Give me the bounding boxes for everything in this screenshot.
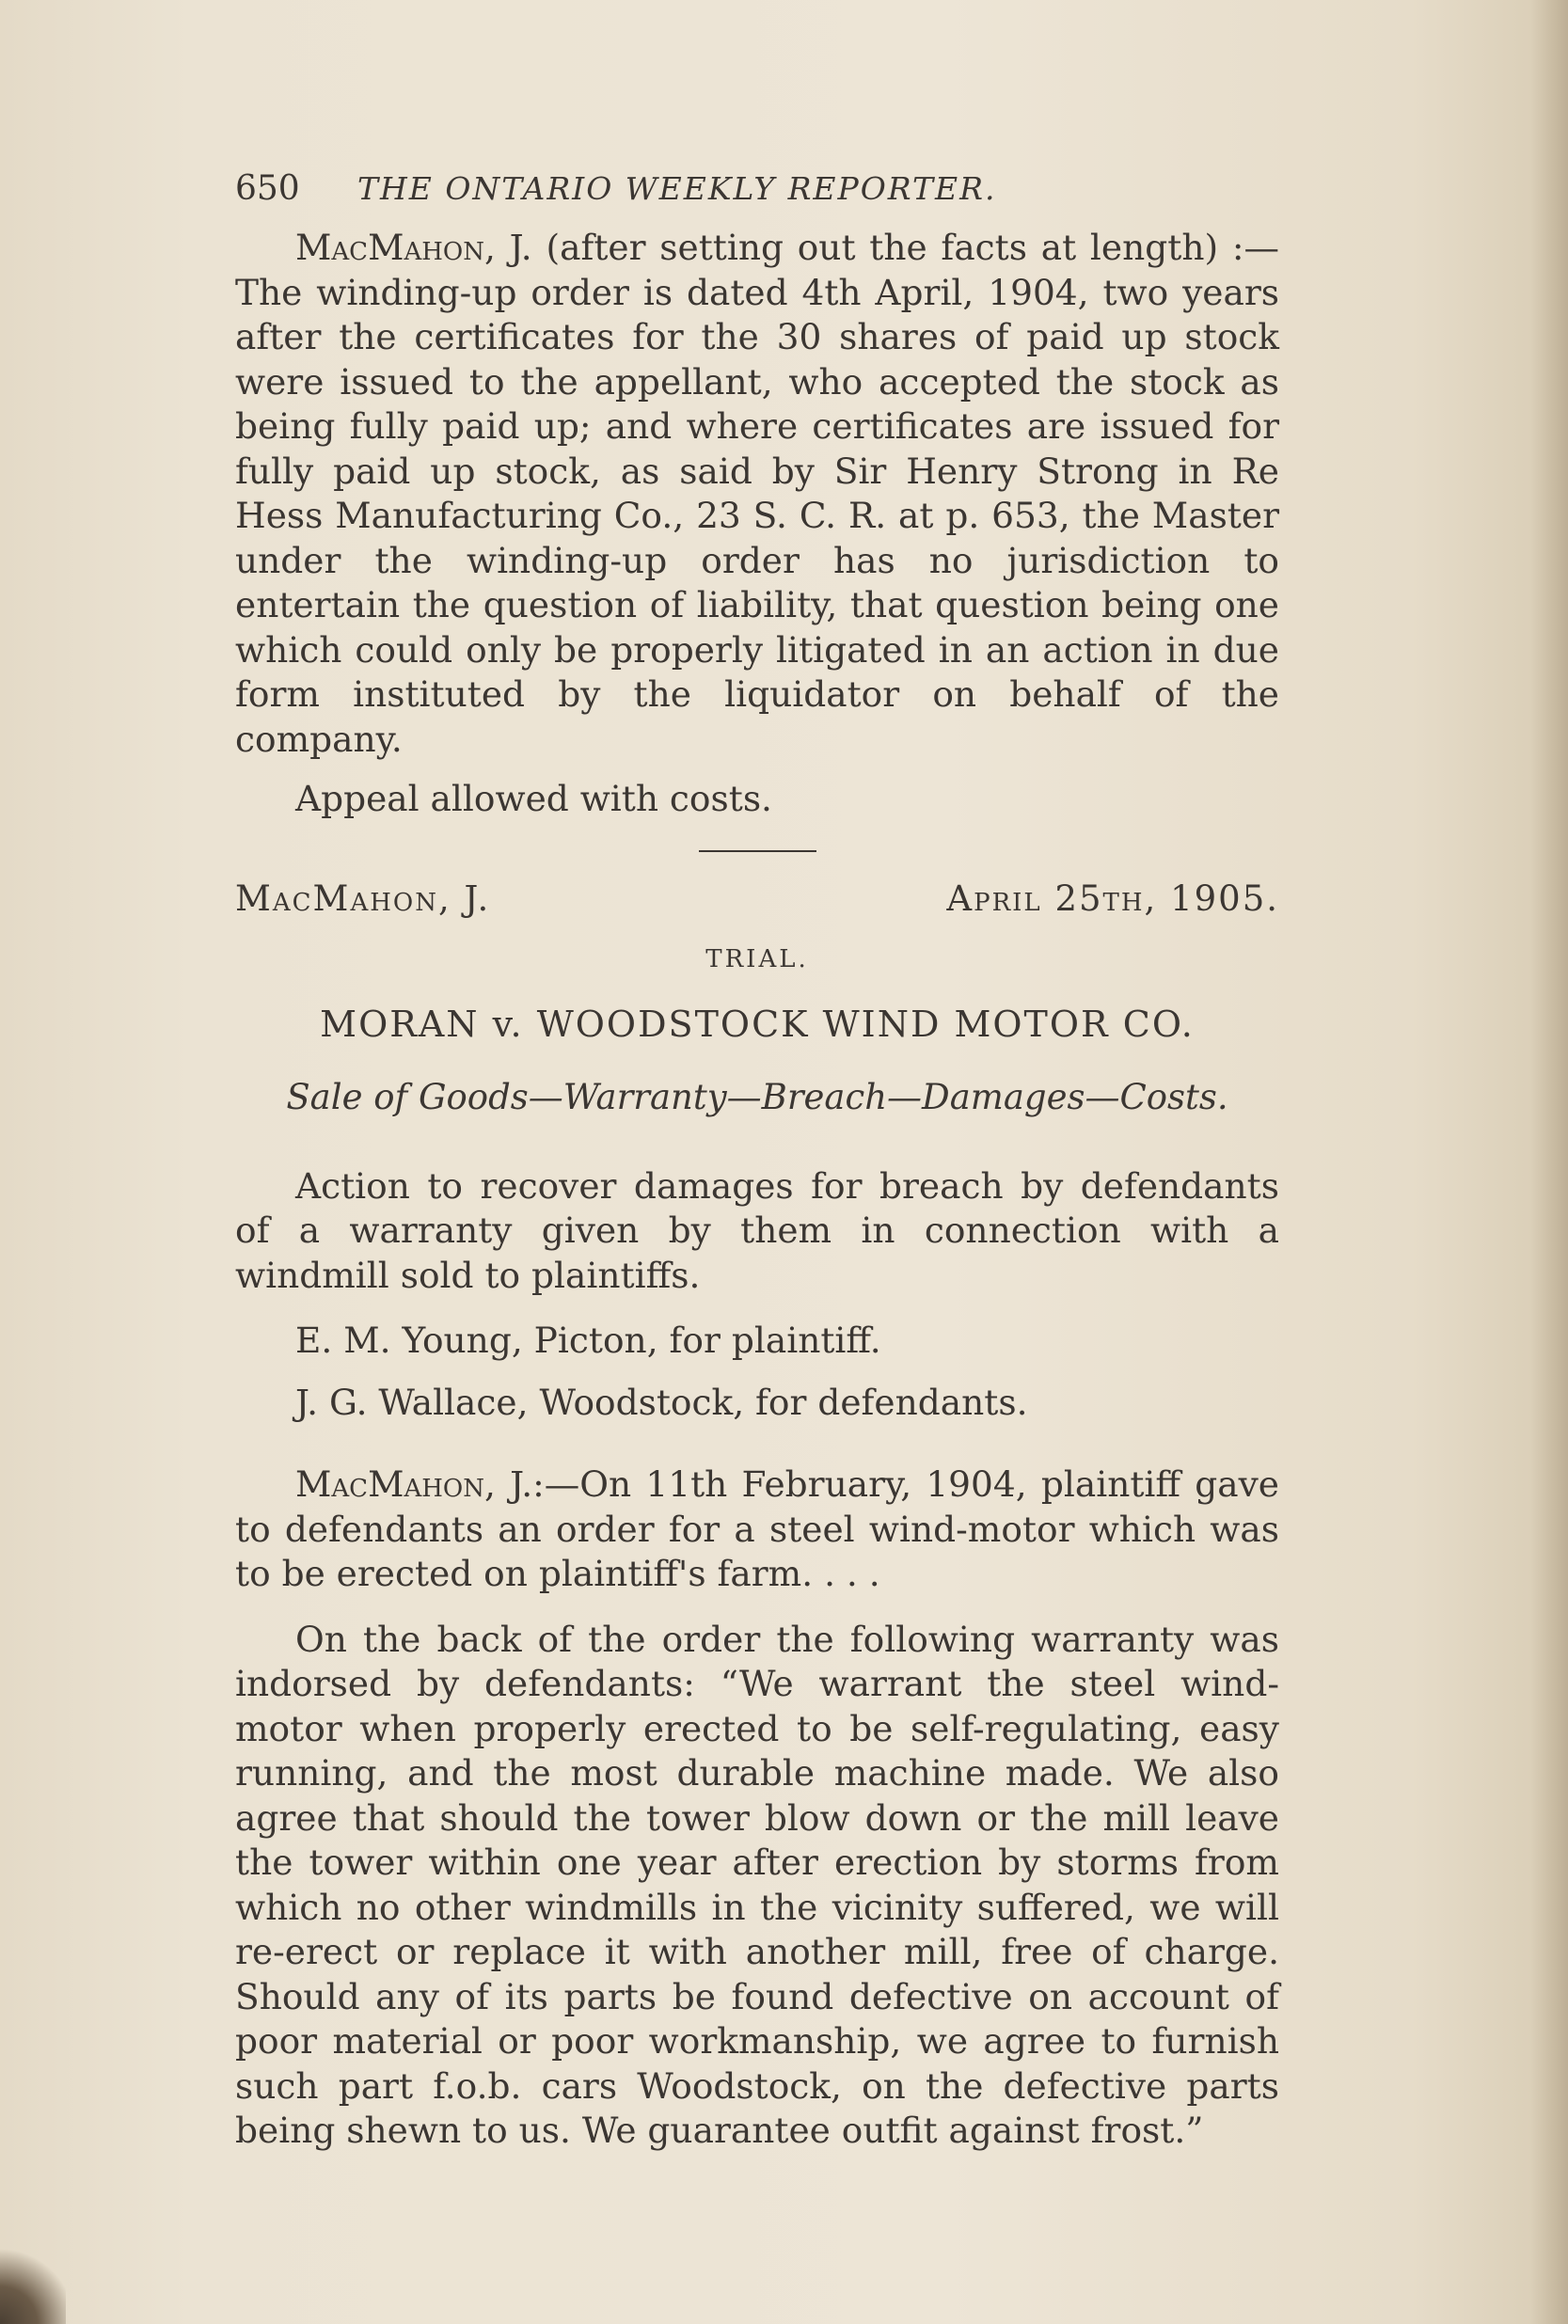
- opening-text: :—On 11th February, 1904, plaintiff gave to defendants an order for a steel wind-motor which was to be erected on plaintiff's farm. . . .: [235, 1463, 1279, 1594]
- page-corner-shadow: [0, 2239, 66, 2324]
- journal-title: THE ONTARIO WEEKLY REPORTER.: [357, 170, 997, 207]
- running-head: [235, 169, 1279, 226]
- section-divider: [699, 850, 816, 852]
- case-date: April 25th, 1905.: [946, 877, 1279, 919]
- page-number: 650: [235, 169, 300, 208]
- judgment-text: (after setting out the facts at length) :— The winding-up order is dated 4th April, 1904, two years after the certificates for the 30 shares of paid up stock were issued to the appellant, who accepted the stock as being fully paid up; and where certificates are issued for fully paid up stock, as said by Sir Henry Strong in Re Hess Manufacturing Co., 23 S. C. R. at p. 653, the Master under the winding-up order has no jurisdiction to entertain the question of liability, that question being one which could only be properly litigated in an action in due form instituted by the liquidator on behalf of the company.: [235, 227, 1279, 760]
- opening-paragraph: [235, 1462, 1279, 1597]
- case-judge: MacMahon, J.: [235, 877, 491, 919]
- warranty-paragraph: On the back of the order the following warranty was indorsed by defendants: “We warrant the steel wind-motor when properly erected to be self-regulating, easy running, and the most durable machine made. We also agree that should the tower blow down or the mill leave the tower within one year after erection by storms from which no other windmills in the vicinity suffered, we will re-erect or replace it with another mill, free of charge. Should any of its parts be found defective on account of poor material or poor workmanship, we agree to furnish such part f.o.b. cars Woodstock, on the defective parts being shewn to us. We guarantee outfit against frost.”: [235, 1618, 1279, 2151]
- counsel-defendants: J. G. Wallace, Woodstock, for defendants.: [295, 1381, 1028, 1423]
- page-spine-shadow: [1530, 0, 1568, 2324]
- case-dateline: [235, 878, 1279, 919]
- text-column: [235, 169, 1279, 2154]
- court-label: TRIAL.: [705, 944, 809, 973]
- case-title: MORAN v. WOODSTOCK WIND MOTOR CO.: [320, 1003, 1195, 1045]
- counsel-plaintiff: E. M. Young, Picton, for plaintiff.: [295, 1320, 881, 1361]
- disposition: Appeal allowed with costs.: [295, 778, 772, 819]
- case-summary: Action to recover damages for breach by defendants of a warranty given by them in connection with a windmill sold to plaintiffs.: [235, 1164, 1279, 1296]
- opening-judge-name: MacMahon, J.: [295, 1463, 533, 1505]
- case-headnote: Sale of Goods—Warranty—Breach—Damages—Costs.: [286, 1076, 1228, 1117]
- judge-name: MacMahon, J.: [295, 227, 532, 268]
- judgment-paragraph: [235, 226, 1279, 762]
